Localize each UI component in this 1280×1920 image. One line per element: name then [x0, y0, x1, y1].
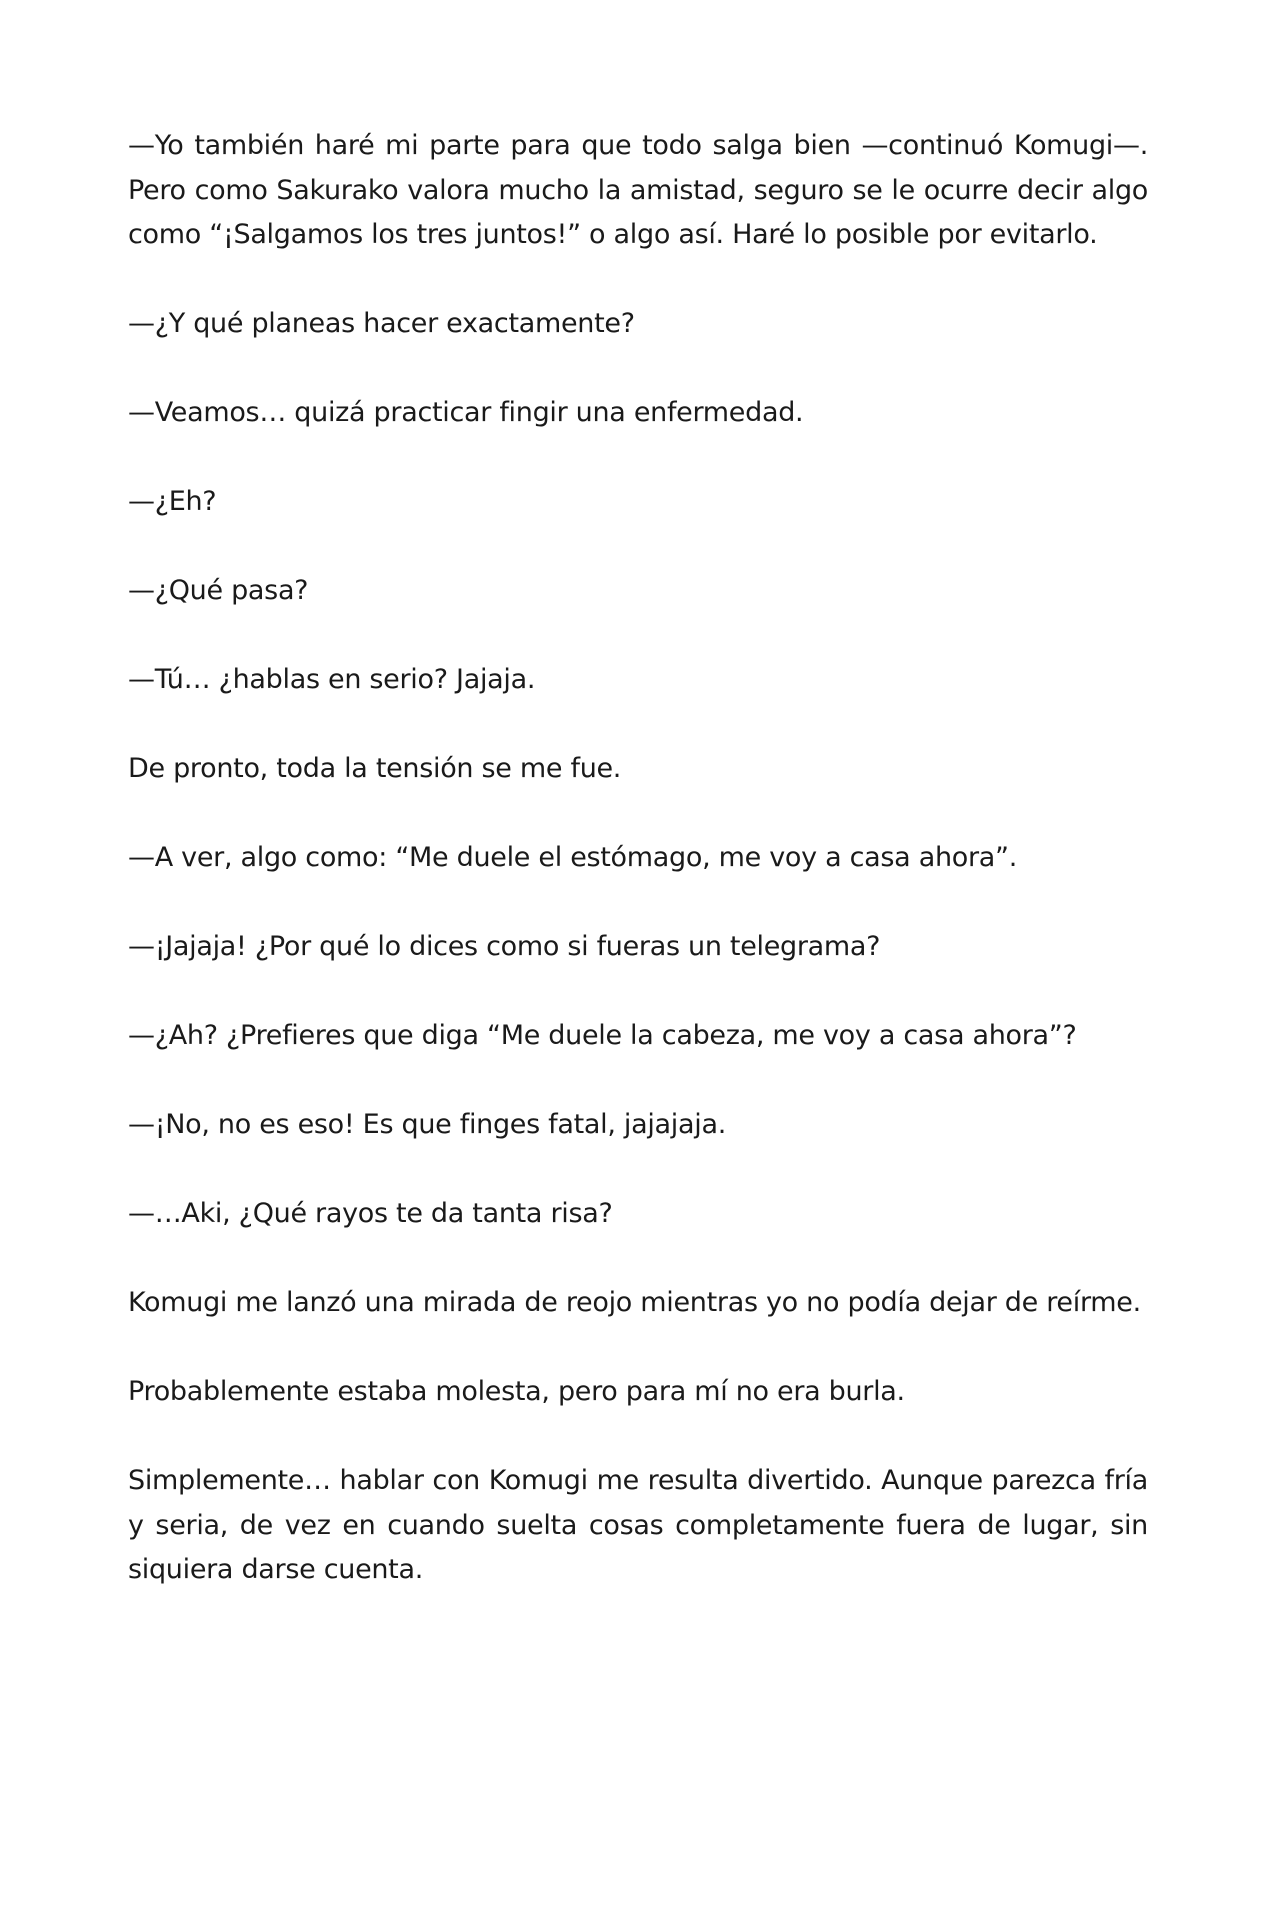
paragraph: —¿Ah? ¿Prefieres que diga “Me duele la cabeza, me voy a casa ahora”?: [128, 1020, 1077, 1051]
paragraph: —¿Eh?: [128, 486, 217, 517]
paragraph: —Tú… ¿hablas en serio? Jajaja.: [128, 664, 536, 695]
paragraph: —¿Qué pasa?: [128, 575, 309, 606]
paragraph: De pronto, toda la tensión se me fue.: [128, 753, 622, 784]
paragraph: —Veamos… quizá practicar fingir una enfermedad.: [128, 397, 804, 428]
paragraph: Probablemente estaba molesta, pero para mí no era burla.: [128, 1376, 905, 1407]
paragraph: —¿Y qué planeas hacer exactamente?: [128, 308, 635, 339]
paragraph: Komugi me lanzó una mirada de reojo mientras yo no podía dejar de reírme.: [128, 1287, 1141, 1318]
document-page: [128, 124, 1148, 1637]
paragraph: —A ver, algo como: “Me duele el estómago, me voy a casa ahora”.: [128, 842, 1018, 873]
paragraph: Simplemente… hablar con Komugi me resulta divertido. Aunque parezca fría y seria, de vez en cuando suelta cosas completamente fuera de lugar, sin siquiera darse cuenta.: [128, 1465, 1148, 1585]
paragraph: —…Aki, ¿Qué rayos te da tanta risa?: [128, 1198, 613, 1229]
paragraph: —¡Jajaja! ¿Por qué lo dices como si fueras un telegrama?: [128, 931, 881, 962]
paragraph: —Yo también haré mi parte para que todo salga bien —continuó Komugi—. Pero como Sakurako valora mucho la amistad, seguro se le ocurre decir algo como “¡Salgamos los tres juntos!” o algo así. Haré lo posible por evitarlo.: [128, 130, 1148, 250]
paragraph: —¡No, no es eso! Es que finges fatal, jajajaja.: [128, 1109, 726, 1140]
